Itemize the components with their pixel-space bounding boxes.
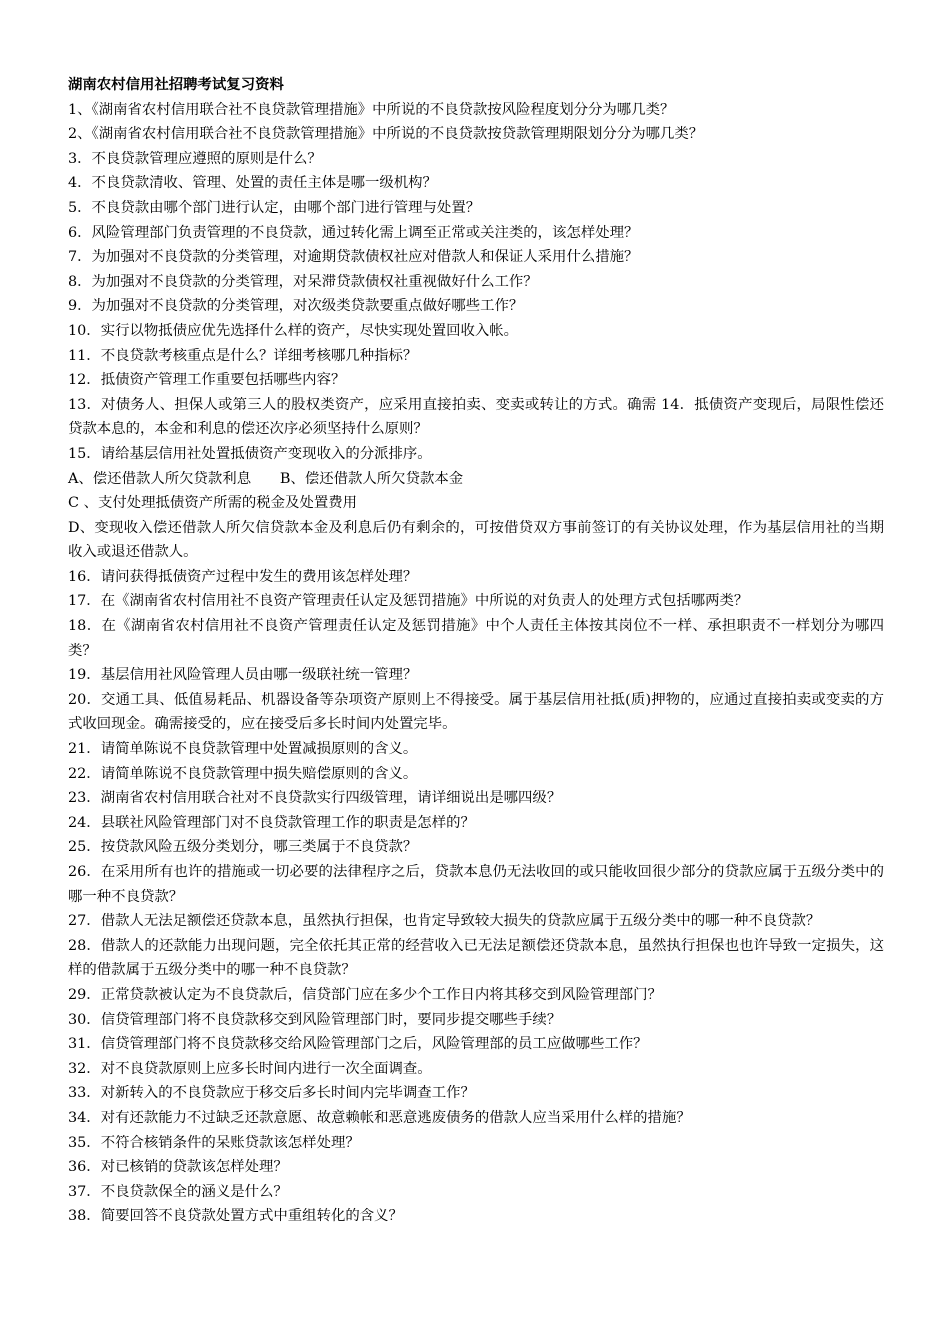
question-15: 15．请给基层信用社处置抵债资产变现收入的分派排序。: [68, 445, 432, 462]
question-38: 38．简要回答不良贷款处置方式中重组转化的含义？: [68, 1208, 403, 1225]
question-35: 35．不符合核销条件的呆账贷款该怎样处理？: [68, 1134, 360, 1151]
question-21: 21．请简单陈说不良贷款管理中处置减损原则的含义。: [68, 741, 418, 758]
question-19: 19．基层信用社风险管理人员由哪一级联社统一管理？: [68, 667, 418, 684]
question-31: 31．信贷管理部门将不良贷款移交给风险管理部门之后，风险管理部的员工应做哪些工作？: [68, 1036, 648, 1053]
option-c: C 、支付处理抵债资产所需的税金及处置费用: [68, 495, 358, 512]
question-32: 32．对不良贷款原则上应多长时间内进行一次全面调查。: [68, 1060, 432, 1077]
question-33: 33．对新转入的不良贷款应于移交后多长时间内完毕调查工作？: [68, 1085, 475, 1102]
question-12: 12．抵债资产管理工作重要包括哪些内容？: [68, 372, 346, 389]
question-29: 29．正常贷款被认定为不良贷款后，信贷部门应在多少个工作日内将其移交到风险管理部门？: [68, 986, 662, 1003]
question-27: 27．借款人无法足额偿还贷款本息，虽然执行担保，也肯定导致较大损失的贷款应属于五级分类中的哪一种不良贷款？: [68, 913, 821, 930]
question-25: 25．按贷款风险五级分类划分，哪三类属于不良贷款？: [68, 839, 418, 856]
question-36: 36．对已核销的贷款该怎样处理？: [68, 1159, 288, 1176]
question-16: 16．请问获得抵债资产过程中发生的费用该怎样处理？: [68, 568, 418, 585]
question-24: 24．县联社风险管理部门对不良贷款管理工作的职责是怎样的？: [68, 814, 475, 831]
question-9: 9．为加强对不良贷款的分类管理，对次级类贷款要重点做好哪些工作？: [68, 298, 524, 315]
option-d: D、变现收入偿还借款人所欠信贷款本金及利息后仍有剩余的，可按借贷双方事前签订的有关协议处理，作为基层信用社的当期收入或退还借款人。: [68, 519, 884, 561]
question-37: 37．不良贷款保全的涵义是什么？: [68, 1183, 288, 1200]
question-10: 10．实行以物抵债应优先选择什么样的资产，尽快实现处置回收入帐。: [68, 322, 519, 339]
question-13-14: 13．对债务人、担保人或第三人的股权类资产，应采用直接拍卖、变卖或转让的方式。确需 14．抵债资产变现后，局限性偿还贷款本息的，本金和利息的偿还次序必须坚持什么原则？: [68, 396, 884, 438]
question-26: 26．在采用所有也许的措施或一切必要的法律程序之后，贷款本息仍无法收回的或只能收回很少部分的贷款应属于五级分类中的哪一种不良贷款？: [68, 864, 884, 905]
question-17: 17．在《湖南省农村信用社不良资产管理责任认定及惩罚措施》中所说的对负责人的处理方式包括哪两类？: [68, 593, 749, 610]
question-20: 20．交通工具、低值易耗品、机器设备等杂项资产原则上不得接受。属于基层信用社抵(质)押物的，应通过直接拍卖或变卖的方式收回现金。确需接受的，应在接受后多长时间内处置完毕。: [68, 691, 884, 733]
question-6: 6．风险管理部门负责管理的不良贷款，通过转化需上调至正常或关注类的，该怎样处理？: [68, 224, 639, 241]
question-23: 23．湖南省农村信用联合社对不良贷款实行四级管理，请详细说出是哪四级？: [68, 790, 562, 807]
question-18: 18．在《湖南省农村信用社不良资产管理责任认定及惩罚措施》中个人责任主体按其岗位不一样、承担职责不一样划分为哪四类？: [68, 618, 884, 659]
question-8: 8．为加强对不良贷款的分类管理，对呆滞贷款债权社重视做好什么工作？: [68, 273, 538, 290]
option-a-b: A、偿还借款人所欠贷款利息 B、偿还借款人所欠贷款本金: [68, 470, 464, 487]
document-title: 湖南农村信用社招聘考试复习资料: [68, 77, 284, 93]
question-11: 11．不良贷款考核重点是什么？详细考核哪几种指标？: [68, 347, 418, 364]
question-28: 28．借款人的还款能力出现问题，完全依托其正常的经营收入已无法足额偿还贷款本息，虽然执行担保也也许导致一定损失，这样的借款属于五级分类中的哪一种不良贷款？: [68, 937, 884, 979]
question-30: 30．信贷管理部门将不良贷款移交到风险管理部门时，要同步提交哪些手续？: [68, 1011, 562, 1028]
question-4: 4．不良贷款清收、管理、处置的责任主体是哪一级机构？: [68, 175, 437, 192]
question-5: 5．不良贷款由哪个部门进行认定，由哪个部门进行管理与处置？: [68, 199, 481, 216]
question-34: 34．对有还款能力不过缺乏还款意愿、故意赖帐和恶意逃废债务的借款人应当采用什么样的措施？: [68, 1109, 691, 1126]
question-7: 7．为加强对不良贷款的分类管理，对逾期贷款债权社应对借款人和保证人采用什么措施？: [68, 249, 639, 266]
question-2: 2、《湖南省农村信用联合社不良贷款管理措施》中所说的不良贷款按贷款管理期限划分分为哪几类？: [68, 126, 704, 143]
question-3: 3．不良贷款管理应遵照的原则是什么？: [68, 150, 322, 167]
document-page: [68, 73, 884, 1229]
question-1: 1、《湖南省农村信用联合社不良贷款管理措施》中所说的不良贷款按风险程度划分分为哪几类？: [68, 101, 675, 118]
question-22: 22．请简单陈说不良贷款管理中损失赔偿原则的含义。: [68, 765, 418, 782]
